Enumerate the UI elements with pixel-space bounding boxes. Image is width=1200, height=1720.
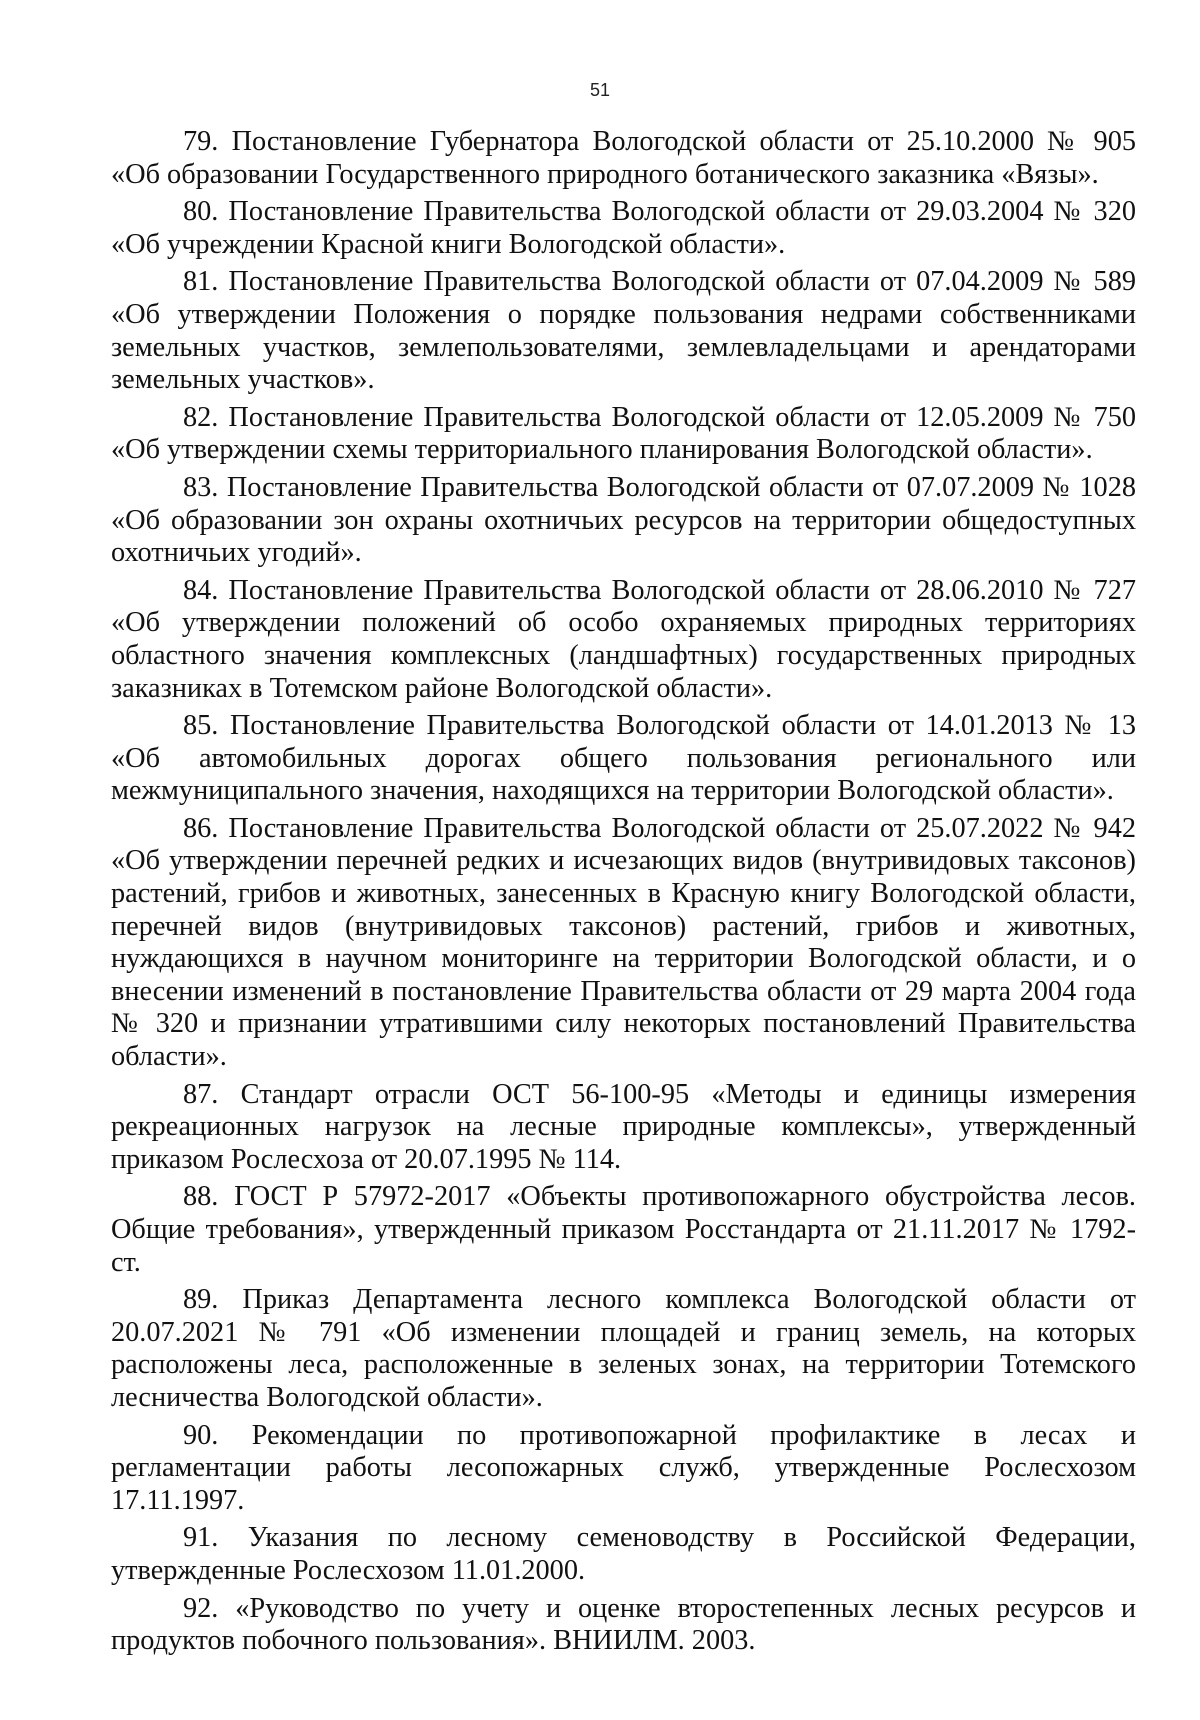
list-item: 91. Указания по лесному семеноводству в Российской Федерации, утвержденные Рослесхозом 11.01.2000. <box>111 1522 1136 1586</box>
list-item: 84. Постановление Правительства Вологодской области от 28.06.2010 № 727 «Об утверждении положений об особо охраняемых природных территориях областного значения комплексных (ландшафтных) государственных природных заказниках в Тотемском районе Вологодской области». <box>111 574 1136 704</box>
list-item: 83. Постановление Правительства Вологодской области от 07.07.2009 № 1028 «Об образовании зон охраны охотничьих ресурсов на территории общедоступных охотничьих угодий». <box>111 471 1136 569</box>
list-item: 92. «Руководство по учету и оценке второстепенных лесных ресурсов и продуктов побочного пользования». ВНИИЛМ. 2003. <box>111 1592 1136 1657</box>
list-item: 85. Постановление Правительства Вологодской области от 14.01.2013 № 13 «Об автомобильных дорогах общего пользования регионального или межмуниципального значения, находящихся на территории Вологодской области». <box>111 710 1136 807</box>
list-item: 86. Постановление Правительства Вологодской области от 25.07.2022 № 942 «Об утверждении перечней редких и исчезающих видов (внутривидовых таксонов) растений, грибов и животных, занесенных в Красную книгу Вологодской области, перечней видов (внутривидовых таксонов) растений, грибов и животных, нуждающихся в научном мониторинге на территории Вологодской области, и о внесении изменений в постановление Правительства области от 29 марта 2004 года № 320 и признании утратившими силу некоторых постановлений Правительства области». <box>111 812 1136 1073</box>
list-item: 81. Постановление Правительства Вологодской области от 07.04.2009 № 589 «Об утверждении Положения о порядке пользования недрами собственниками земельных участков, землепользователями, землевладельцами и арендаторами земельных участков». <box>111 266 1136 396</box>
list-item: 82. Постановление Правительства Вологодской области от 12.05.2009 № 750 «Об утверждении схемы территориального планирования Вологодской области». <box>111 401 1136 466</box>
reference-list <box>111 126 1136 1663</box>
list-item: 79. Постановление Губернатора Вологодской области от 25.10.2000 № 905 «Об образовании Государственного природного ботанического заказника «Вязы». <box>111 126 1136 190</box>
list-item: 90. Рекомендации по противопожарной профилактике в лесах и регламентации работы лесопожарных служб, утвержденные Рослесхозом 17.11.1997. <box>111 1419 1136 1516</box>
page-number: 51 <box>589 80 611 100</box>
list-item: 89. Приказ Департамента лесного комплекса Вологодской области от 20.07.2021 № 791 «Об изменении площадей и границ земель, на которых расположены леса, расположенные в зеленых зонах, на территории Тотемского лесничества Вологодской области». <box>111 1284 1136 1413</box>
list-item: 80. Постановление Правительства Вологодской области от 29.03.2004 № 320 «Об учреждении Красной книги Вологодской области». <box>111 196 1136 260</box>
list-item: 87. Стандарт отрасли ОСТ 56-100-95 «Методы и единицы измерения рекреационных нагрузок на лесные природные комплексы», утвержденный приказом Рослесхоза от 20.07.1995 № 114. <box>111 1078 1136 1175</box>
list-item: 88. ГОСТ Р 57972-2017 «Объекты противопожарного обустройства лесов. Общие требования», утвержденный приказом Росстандарта от 21.11.2017 № 1792-ст. <box>111 1181 1136 1278</box>
